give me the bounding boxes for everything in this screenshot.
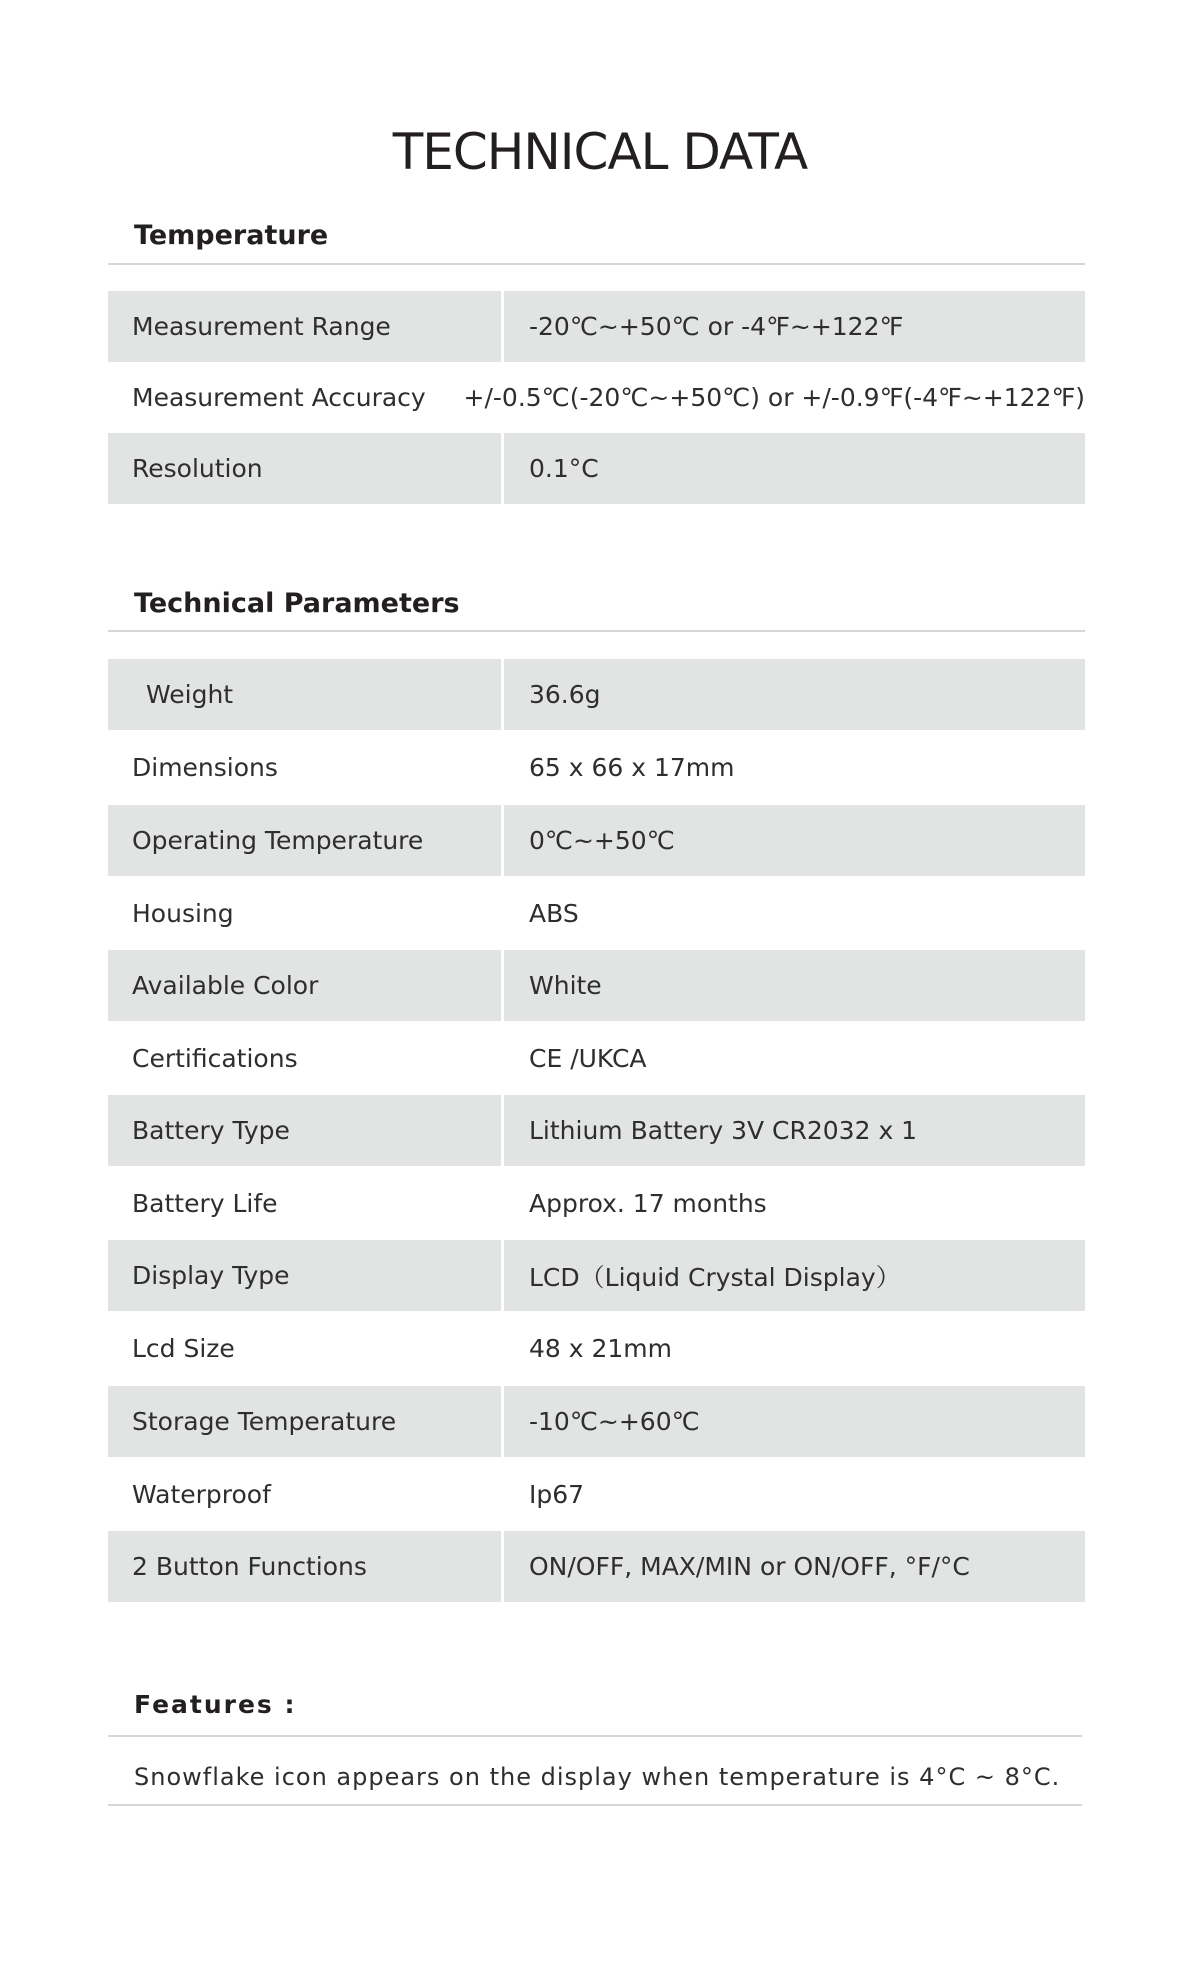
technical-section-title: Technical Parameters (134, 588, 460, 619)
spec-value: -10℃~+60℃ (529, 1407, 700, 1436)
spec-label: Display Type (132, 1261, 290, 1290)
spec-label: Battery Life (132, 1188, 278, 1218)
table-row (108, 433, 1085, 504)
technical-table (108, 659, 1085, 1602)
table-row (108, 659, 1085, 730)
temperature-table (108, 291, 1085, 504)
spec-value: +/-0.5℃(-20℃~+50℃) or +/-0.9℉(-4℉~+122℉) (463, 383, 1085, 412)
spec-value: 0.1°C (529, 454, 599, 483)
spec-label: 2 Button Functions (132, 1552, 367, 1581)
features-text: Snowflake icon appears on the display when temperature is 4°C ~ 8°C. (134, 1763, 1061, 1791)
table-row (108, 1311, 1085, 1386)
spec-value: CE /UKCA (529, 1043, 647, 1073)
spec-label: Certifications (132, 1043, 298, 1073)
technical-section-divider (108, 630, 1085, 632)
temperature-section-title: Temperature (134, 220, 329, 251)
spec-label: Weight (146, 680, 234, 709)
features-bottom-divider (108, 1804, 1082, 1806)
table-row (108, 1386, 1085, 1457)
spec-label: Storage Temperature (132, 1407, 397, 1436)
features-top-divider (108, 1735, 1082, 1737)
spec-label: Waterproof (132, 1479, 271, 1509)
table-row (108, 805, 1085, 876)
spec-label: Dimensions (132, 753, 278, 782)
spec-value: 48 x 21mm (529, 1334, 673, 1363)
spec-label: Measurement Range (132, 312, 391, 341)
temperature-section-divider (108, 263, 1085, 265)
spec-value: 65 x 66 x 17mm (529, 753, 735, 782)
table-row (108, 1240, 1085, 1311)
spec-label: Operating Temperature (132, 826, 424, 855)
table-row (108, 1166, 1085, 1240)
spec-value: LCD（Liquid Crystal Display） (529, 1262, 901, 1292)
spec-value: 36.6g (529, 680, 601, 709)
spec-value: -20℃~+50℃ or -4℉~+122℉ (529, 312, 904, 341)
spec-value: ABS (529, 898, 579, 928)
spec-value: White (529, 971, 602, 1000)
spec-label: Lcd Size (132, 1334, 235, 1363)
spec-label: Housing (132, 898, 234, 928)
spec-value: Lithium Battery 3V CR2032 x 1 (529, 1116, 918, 1145)
spec-label: Available Color (132, 971, 319, 1000)
features-section-title: Features : (134, 1690, 297, 1719)
table-row (108, 291, 1085, 362)
table-row (108, 730, 1085, 805)
spec-value: Approx. 17 months (529, 1188, 767, 1218)
spec-value: ON/OFF, MAX/MIN or ON/OFF, °F/°C (529, 1552, 970, 1581)
table-row (108, 1095, 1085, 1166)
table-row (108, 362, 1085, 433)
table-row (108, 1531, 1085, 1602)
table-row (108, 876, 1085, 950)
spec-label: Resolution (132, 454, 263, 483)
spec-label: Measurement Accuracy (132, 383, 426, 412)
spec-value: 0℃~+50℃ (529, 826, 675, 855)
table-row (108, 1021, 1085, 1095)
table-row (108, 950, 1085, 1021)
spec-value: Ip67 (529, 1479, 585, 1509)
spec-label: Battery Type (132, 1116, 290, 1145)
page-title: TECHNICAL DATA (392, 122, 808, 181)
table-row (108, 1457, 1085, 1531)
